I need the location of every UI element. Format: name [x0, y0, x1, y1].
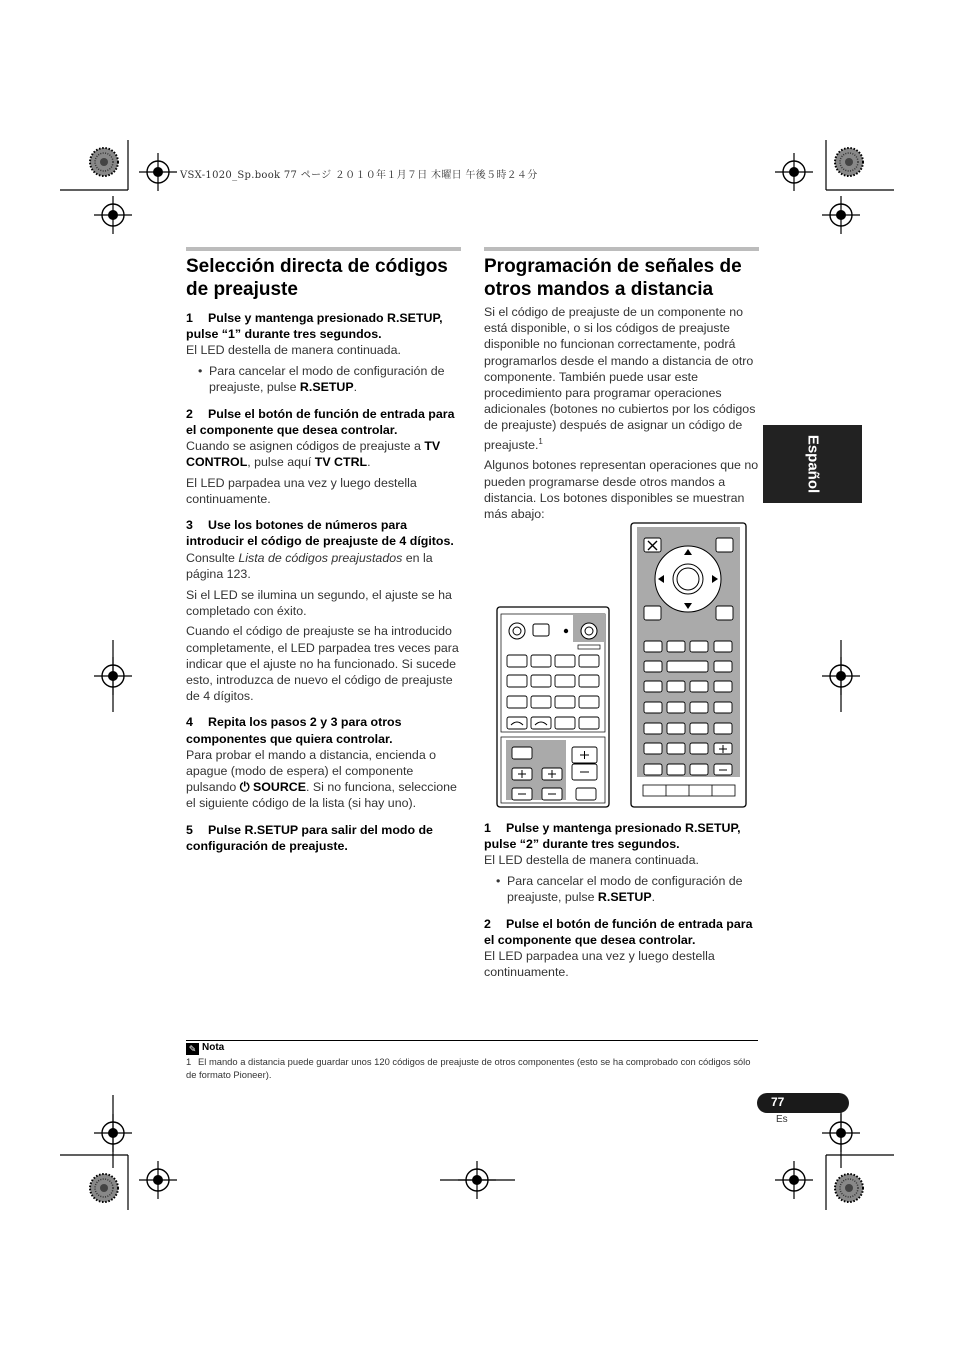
- paragraph: El LED parpadea una vez y luego destella continuamente.: [484, 948, 715, 980]
- step-1: 1 Pulse y mantenga presionado R.SETUP, pulse “1” durante tres segundos.: [186, 311, 443, 342]
- step-1: 1 Pulse y mantenga presionado R.SETUP, pulse “2” durante tres segundos.: [484, 821, 741, 852]
- paragraph: Algunos botones representan operaciones que no pueden programarse desde otros mandos a distancia. Los botones disponibles se muestran más abajo:: [484, 458, 759, 522]
- language-code: Es: [776, 1114, 788, 1125]
- paragraph: El LED destella de manera continuada.: [186, 343, 401, 358]
- language-tab: Español: [763, 425, 862, 503]
- page-number-badge: 77: [757, 1093, 849, 1113]
- paragraph: Cuando se asignen códigos de preajuste a TV CONTROL, pulse aquí TV CTRL.: [186, 438, 441, 470]
- paragraph: El LED parpadea una vez y luego destella continuamente.: [186, 475, 417, 507]
- remote-control-diagram: [496, 522, 748, 808]
- paragraph: Para probar el mando a distancia, encienda o apague (modo de espera) el componente pulsando ⏻ SOURCE. Si no funciona, seleccione el siguiente código de la lista (si hay uno).: [186, 747, 457, 811]
- step-2: 2 Pulse el botón de función de entrada para el componente que desea controlar.: [186, 406, 455, 437]
- note-icon: ✎: [186, 1043, 199, 1055]
- paragraph: Si el LED se ilumina un segundo, el ajuste se ha completado con éxito.: [186, 587, 452, 618]
- footnote: 1 El mando a distancia puede guardar unos 120 códigos de preajuste de otros componentes (esto se ha comprobado con códigos sólo de formato Pioneer).: [186, 1056, 751, 1080]
- remote-left: [497, 607, 609, 807]
- note-heading: ✎ Nota: [186, 1042, 224, 1055]
- remote-right: [631, 523, 746, 807]
- step-5: 5 Pulse R.SETUP para salir del modo de configuración de preajuste.: [186, 822, 433, 853]
- left-column: [186, 247, 461, 854]
- step-3: 3 Use los botones de números para introducir el código de preajuste de 4 dígitos.: [186, 518, 454, 549]
- section-title-right: Programación de señales de otros mandos a distancia: [484, 256, 742, 300]
- bullet-item: • Para cancelar el modo de configuración de preajuste, pulse R.SETUP.: [484, 873, 759, 905]
- step-4: 4 Repita los pasos 2 y 3 para otros componentes que quiera controlar.: [186, 715, 402, 746]
- power-icon: ⏻: [239, 780, 250, 795]
- paragraph: Consulte Lista de códigos preajustados en la página 123.: [186, 550, 433, 581]
- print-header: VSX-1020_Sp.book 77 ページ ２０１０年１月７日 木曜日 午後５時２４分: [180, 170, 538, 181]
- paragraph: Si el código de preajuste de un componente no está disponible, o si los códigos de preajuste disponible no funcionan correctamente, podrá programarlos desde el mando a distancia de otro componente. También puede usar este procedimiento para programar operaciones adicionales (botones no cubiertos por los códigos de preajuste) después de asignar un código de preajuste.$^1$: [484, 305, 756, 452]
- paragraph: El LED destella de manera continuada.: [484, 853, 699, 868]
- section-title-left: Selección directa de códigos de preajuste: [186, 256, 448, 300]
- right-column: [484, 247, 759, 527]
- paragraph: Cuando el código de preajuste se ha introducido completamente, el LED parpadea tres veces para indicar que el ajuste no ha funcionado. Si sucede esto, introduzca de nuevo el código de preajuste de 4 dígitos.: [186, 624, 459, 704]
- step-2: 2 Pulse el botón de función de entrada para el componente que desea controlar.: [484, 916, 753, 947]
- footnote-rule: [186, 1040, 758, 1041]
- right-column-steps: [484, 812, 759, 985]
- bullet-item: • Para cancelar el modo de configuración de preajuste, pulse R.SETUP.: [186, 363, 461, 395]
